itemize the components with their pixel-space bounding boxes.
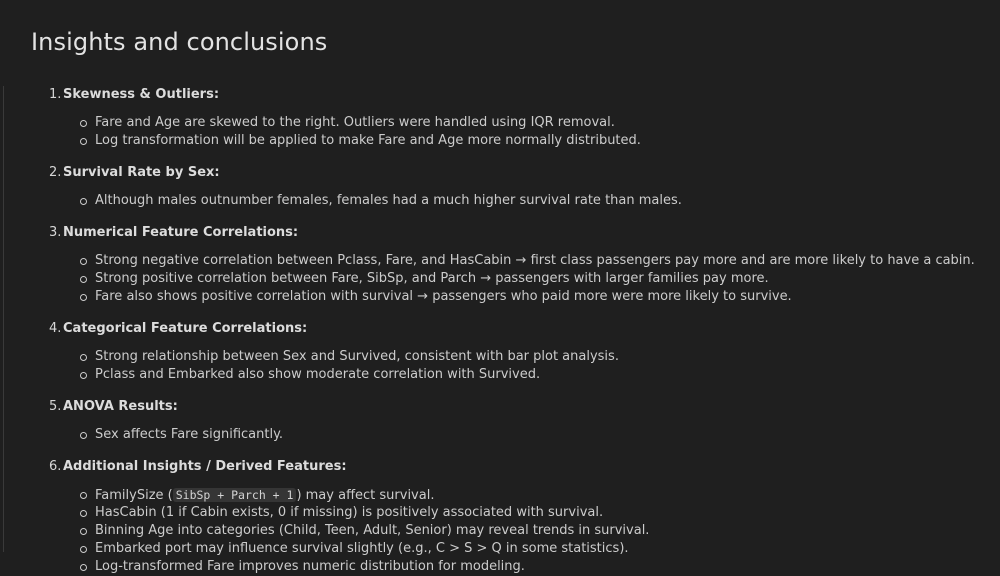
bullet-circle-icon <box>80 120 87 127</box>
bullet-circle-icon <box>80 258 87 265</box>
section-number: 1. <box>49 87 62 102</box>
section-title: Skewness & Outliers: <box>63 87 220 102</box>
section-number: 5. <box>49 399 62 414</box>
section-title: Categorical Feature Correlations: <box>63 321 308 336</box>
bullet-circle-icon <box>80 276 87 283</box>
section-title: Additional Insights / Derived Features: <box>63 459 347 474</box>
bullet-circle-icon <box>80 564 87 571</box>
markdown-cell: Insights and conclusions 1. Skewness & Outliers: Fare and Age are skewed to the right. Outliers were handled using IQR removal. Log transformation will be applied to make Fare and Age more normally distributed. 2. Survival Rate by Sex: Although males outnumber females, females had a much higher survival rate than males. 3. Numerical Feature Correlations: Strong negative correlation between Pclass, Fare, and HasCabin → first class passengers pay more and are more likely to have a cabin. Strong positive correlation between Fare, SibSp, and Parch → passengers with larger families pay more. Fare also shows positive correlation with survival → passengers who paid more were more likely to survive. 4. Categorical Feature Correlations: Strong relationship between Sex and Survived, consistent with bar plot analysis. Pclass and Embarked also show moderate correlation with Survived. 5. ANOVA Results: Sex affects Fare significantly. 6. Additional Insights / Derived Features: FamilySize ( SibSp + Parch + 1 ) may affect survival. HasCabin (1 if Cabin exists, 0 if missing) is positively associated with survival. Binning Age into categories (Child, Teen, Adult, Senior) may reveal trends in survival. Embarked port may influence survival slightly (e.g., C > S > Q in some statistics). Log-transformed Fare improves numeric distribution for modeling. <box>0 0 1000 552</box>
bullet-circle-icon <box>80 198 87 205</box>
section-title: ANOVA Results: <box>63 399 178 414</box>
bullet-circle-icon <box>80 492 87 499</box>
bullet-circle-icon <box>80 510 87 517</box>
section-title: Survival Rate by Sex: <box>63 165 220 180</box>
familysize-prefix: FamilySize ( <box>95 488 173 503</box>
bullet-circle-icon <box>80 138 87 145</box>
bullet-circle-icon <box>80 432 87 439</box>
section-number: 6. <box>49 459 62 474</box>
cell-gutter-divider <box>3 86 4 552</box>
bullet-circle-icon <box>80 294 87 301</box>
section-number: 4. <box>49 321 62 336</box>
section-number: 3. <box>49 225 62 240</box>
inline-code: SibSp + Parch + 1 <box>173 488 297 502</box>
page-title: Insights and conclusions <box>31 28 328 56</box>
section-title: Numerical Feature Correlations: <box>63 225 299 240</box>
bullet-circle-icon <box>80 528 87 535</box>
bullet-circle-icon <box>80 354 87 361</box>
bullet-circle-icon <box>80 372 87 379</box>
section-number: 2. <box>49 165 62 180</box>
familysize-suffix: ) may affect survival. <box>296 488 435 503</box>
